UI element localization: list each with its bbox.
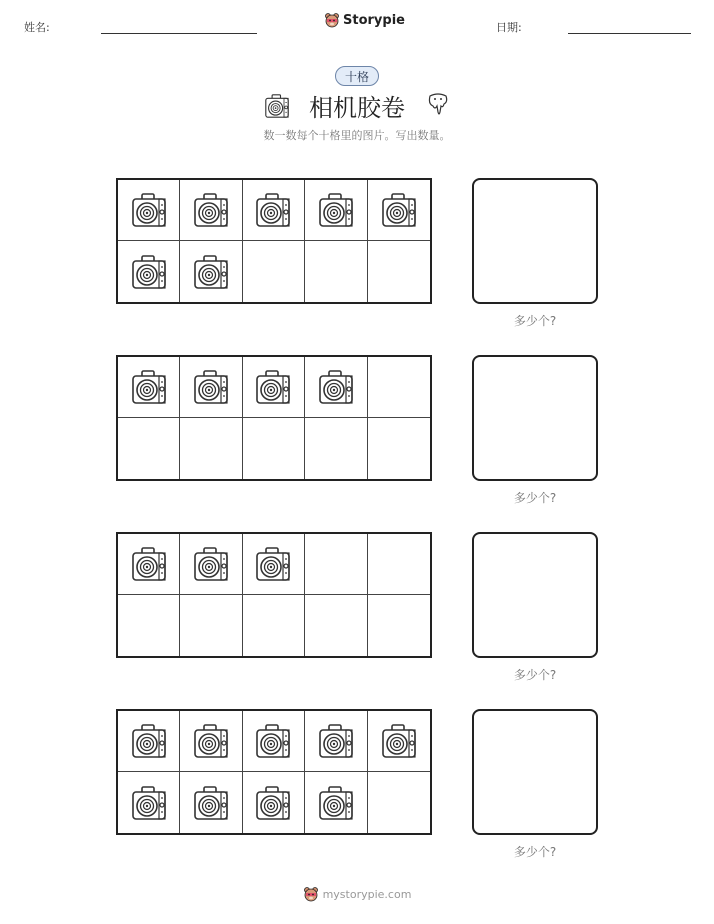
camera-icon bbox=[253, 367, 293, 407]
page-title: 相机胶卷 bbox=[309, 94, 405, 122]
ten-frame-cell bbox=[118, 595, 180, 656]
camera-icon bbox=[316, 721, 356, 761]
ten-frame-cell bbox=[243, 418, 305, 479]
ten-frame bbox=[116, 532, 432, 658]
footer-url[interactable]: mystorypie.com bbox=[322, 887, 412, 901]
ten-frame-cell bbox=[118, 711, 180, 772]
name-line[interactable] bbox=[101, 33, 257, 34]
camera-icon bbox=[379, 721, 419, 761]
ten-frame-cell bbox=[305, 595, 367, 656]
ten-frame-cell bbox=[180, 711, 242, 772]
ten-frame-cell bbox=[368, 772, 430, 833]
camera-icon bbox=[253, 190, 293, 230]
camera-icon bbox=[379, 190, 419, 230]
ten-frame bbox=[116, 709, 432, 835]
brand-name: Storypie bbox=[343, 12, 405, 28]
answer-box[interactable] bbox=[472, 532, 598, 658]
ten-frame-cell bbox=[180, 241, 242, 302]
answer-box[interactable] bbox=[472, 355, 598, 481]
ten-frame-cell bbox=[180, 534, 242, 595]
camera-icon bbox=[191, 367, 231, 407]
answer-box[interactable] bbox=[472, 178, 598, 304]
ten-frame-cell bbox=[180, 357, 242, 418]
ten-frame-cell bbox=[368, 711, 430, 772]
camera-icon bbox=[191, 252, 231, 292]
ten-frame-cell bbox=[243, 241, 305, 302]
camera-icon bbox=[129, 252, 169, 292]
ten-frame-cell bbox=[305, 357, 367, 418]
bear-icon bbox=[303, 886, 319, 902]
camera-icon bbox=[253, 783, 293, 823]
answer-box[interactable] bbox=[472, 709, 598, 835]
camera-icon bbox=[316, 367, 356, 407]
ten-frame-cell bbox=[243, 772, 305, 833]
camera-icon bbox=[191, 190, 231, 230]
ten-frame-cell bbox=[243, 711, 305, 772]
ten-frame-cell bbox=[118, 418, 180, 479]
ten-frame-cell bbox=[305, 180, 367, 241]
how-many-label: 多少个? bbox=[513, 491, 557, 505]
ten-frame-cell bbox=[118, 772, 180, 833]
camera-icon bbox=[191, 544, 231, 584]
ten-frame-cell bbox=[305, 241, 367, 302]
ten-frame-cell bbox=[243, 595, 305, 656]
ten-frame-cell bbox=[305, 711, 367, 772]
ten-frame-cell bbox=[368, 595, 430, 656]
ten-frame-cell bbox=[118, 180, 180, 241]
how-many-label: 多少个? bbox=[513, 314, 557, 328]
camera-icon bbox=[129, 544, 169, 584]
ten-frame-cell bbox=[180, 772, 242, 833]
camera-icon bbox=[129, 190, 169, 230]
how-many-label: 多少个? bbox=[513, 668, 557, 682]
ten-frame-cell bbox=[368, 357, 430, 418]
ten-frame-cell bbox=[118, 534, 180, 595]
worksheet-tag: 十格 bbox=[335, 66, 379, 86]
footer bbox=[0, 886, 714, 902]
ten-frame-cell bbox=[243, 180, 305, 241]
ten-frame-cell bbox=[118, 241, 180, 302]
ten-frame-cell bbox=[368, 418, 430, 479]
camera-icon bbox=[129, 783, 169, 823]
ten-frame-cell bbox=[180, 180, 242, 241]
ten-frame-cell bbox=[368, 241, 430, 302]
how-many-label: 多少个? bbox=[513, 845, 557, 859]
name-label: 姓名: bbox=[24, 21, 50, 34]
ten-frame-cell bbox=[305, 418, 367, 479]
bear-icon bbox=[324, 12, 340, 28]
camera-icon bbox=[129, 367, 169, 407]
camera-icon bbox=[316, 190, 356, 230]
ten-frame-cell bbox=[305, 534, 367, 595]
ten-frame bbox=[116, 178, 432, 304]
ten-frame-cell bbox=[368, 534, 430, 595]
instructions: 数一数每个十格里的图片。写出数量。 bbox=[263, 129, 451, 142]
brand-logo bbox=[324, 12, 405, 28]
date-line[interactable] bbox=[568, 33, 691, 34]
paint-drip-icon bbox=[427, 92, 449, 120]
ten-frame-cell bbox=[305, 772, 367, 833]
date-label: 日期: bbox=[496, 21, 522, 34]
ten-frame-cell bbox=[118, 357, 180, 418]
camera-icon bbox=[129, 721, 169, 761]
ten-frame bbox=[116, 355, 432, 481]
camera-icon bbox=[191, 721, 231, 761]
camera-icon bbox=[253, 544, 293, 584]
ten-frame-cell bbox=[180, 418, 242, 479]
ten-frame-cell bbox=[180, 595, 242, 656]
camera-icon bbox=[191, 783, 231, 823]
ten-frame-cell bbox=[243, 357, 305, 418]
ten-frame-cell bbox=[368, 180, 430, 241]
camera-icon bbox=[316, 783, 356, 823]
camera-icon bbox=[253, 721, 293, 761]
ten-frame-cell bbox=[243, 534, 305, 595]
